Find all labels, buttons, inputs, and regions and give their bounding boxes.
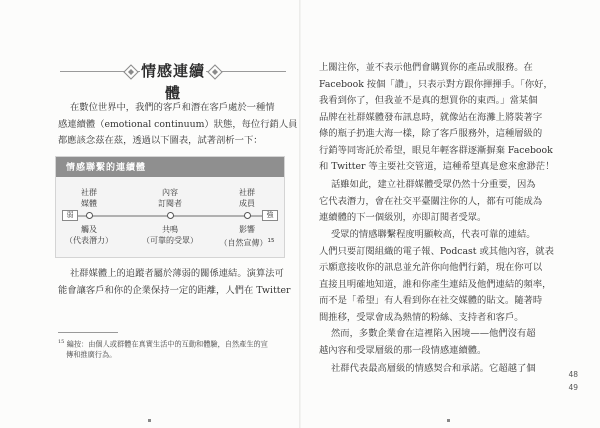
diagram-title: 情感聯繫的連續體 <box>66 163 147 173</box>
diagram-label-content-subscribers <box>140 188 200 209</box>
label-line: 內容 <box>162 188 178 197</box>
text-line: 人們只要訂閱組織的電子報、Podcast 或其他內容，就表 <box>319 245 554 257</box>
text-line: 受眾的情感聯繫程度明顯較高，代表可靠的連結。 <box>331 229 536 240</box>
footnote-text: 編按：由個人或群體在真實生活中的互動和體驗，自然產生的宣 <box>66 339 268 349</box>
text-line: 示願意接收你的訊息並允許你向他們行銷，現在你可以 <box>319 262 543 273</box>
label-line: （可靠的受眾） <box>142 235 198 245</box>
text-line: 社群媒體上的追蹤者屬於薄弱的關係連結。演算法可 <box>70 268 284 279</box>
diagram-label-community-members <box>217 188 277 209</box>
text-line: Facebook 按個「讚」，只表示對方跟你揮揮手。「你好， <box>319 78 553 90</box>
diamond-ornament-icon <box>206 63 224 81</box>
label-line: 共鳴 <box>162 225 178 234</box>
text-line: 在數位世界中，我們的客戶和潛在客戶處於一種情 <box>70 102 275 113</box>
label-line: 成員 <box>239 198 255 208</box>
label-line: （代表潛力） <box>65 235 113 245</box>
text-line: 和 Twitter 等主要社交管道，這種希望真是愈來愈渺茫！ <box>319 161 555 172</box>
text-line: 直接且明確地知道，誰和你產生連結及他們連結的頻率， <box>319 278 552 290</box>
post-diagram-paragraph <box>58 266 291 299</box>
text-line: 話雖如此，建立社群媒體受眾仍然十分重要，因為 <box>331 179 536 190</box>
text-line: 條的瓶子扔進大海一樣，除了客戶服務外，這種層級的 <box>319 128 543 139</box>
text-line: 能會讓客戶和你的企業保持一定的距離，人們在 Twitter <box>58 284 291 296</box>
diagram-header <box>56 157 284 177</box>
text-line: 行銷等同寄託於希望，眼見年輕客群逐漸摒棄 Facebook <box>319 144 553 156</box>
label-line: 社群 <box>81 188 97 197</box>
chapter-heading <box>60 50 286 102</box>
continuum-dot <box>167 212 174 219</box>
diagram-label-influence <box>214 225 280 249</box>
chapter-title: 情感連續體 <box>140 62 205 102</box>
text-line: 我看到你了，但我並不是真的想買你的東西。」當某個 <box>319 95 538 106</box>
diamond-ornament-icon <box>122 63 140 81</box>
paragraph-1 <box>319 60 553 176</box>
text-line: 越內容和受眾層級的那一段情感連續體。 <box>319 344 487 356</box>
label-line: 觸及 <box>81 225 97 234</box>
weak-end-box: 弱 <box>62 210 78 221</box>
paragraph-4 <box>319 326 553 359</box>
footnote-rule <box>58 332 118 333</box>
emotional-continuum-diagram <box>55 156 285 258</box>
label-line: （自然宣傳） <box>219 238 268 248</box>
footnote <box>58 337 288 360</box>
footnote-line <box>58 337 288 349</box>
label-line: 訂閱者 <box>158 198 182 208</box>
paragraph-5 <box>319 361 553 378</box>
label-line: 社群 <box>239 188 255 197</box>
continuum-dot <box>244 212 251 219</box>
text-line: 都應該念茲在茲，透過以下圖表，試著剖析一下： <box>58 135 263 146</box>
text-line: 上關注你，並不表示他們會購買你的產品或服務。在 <box>319 62 533 73</box>
text-line: 品牌在社群媒體發布訊息時，就像站在海灘上將裝著字 <box>319 111 543 123</box>
text-line: 然而，多數企業會在這裡陷入困境——他們沒有超 <box>331 328 536 339</box>
footnote-number: 15 <box>58 339 65 345</box>
paragraph-2 <box>319 177 553 227</box>
intro-paragraph <box>58 100 298 150</box>
label-line: 媒體 <box>81 198 97 208</box>
strong-end-box: 強 <box>262 210 278 221</box>
page-number-48: 48 <box>568 370 578 379</box>
text-line: 它代表潛力，會在社交平臺關注你的人，都有可能成為 <box>319 195 543 207</box>
diagram-label-reach <box>59 225 119 246</box>
paragraph-3 <box>319 227 553 326</box>
text-line: 而不是「希望」有人看到你在社交媒體的貼文。隨著時 <box>319 295 543 306</box>
footnote-reference: 15 <box>267 237 275 244</box>
label-line: 影響 <box>239 225 255 234</box>
text-line: 連續體的下一個級別，亦即訂閱者受眾。 <box>319 212 487 223</box>
page-bottom-mark <box>148 419 151 422</box>
continuum-dot <box>86 212 93 219</box>
text-line: 間推移，受眾會成為熱情的粉絲、支持者和客戶。 <box>319 311 524 323</box>
text-line: 感連續體（emotional continuum）狀態，每位行銷人員 <box>58 118 298 130</box>
page-bottom-mark <box>447 419 450 422</box>
left-page <box>0 0 299 428</box>
footnote-line: 傳和推廣行為。 <box>66 350 117 360</box>
text-line: 社群代表最高層級的情感契合和承諾。它超越了個 <box>331 363 536 374</box>
right-page <box>301 0 600 428</box>
diagram-label-resonance <box>140 225 200 246</box>
diagram-label-social-media <box>59 188 119 209</box>
page-number-49: 49 <box>568 383 578 392</box>
